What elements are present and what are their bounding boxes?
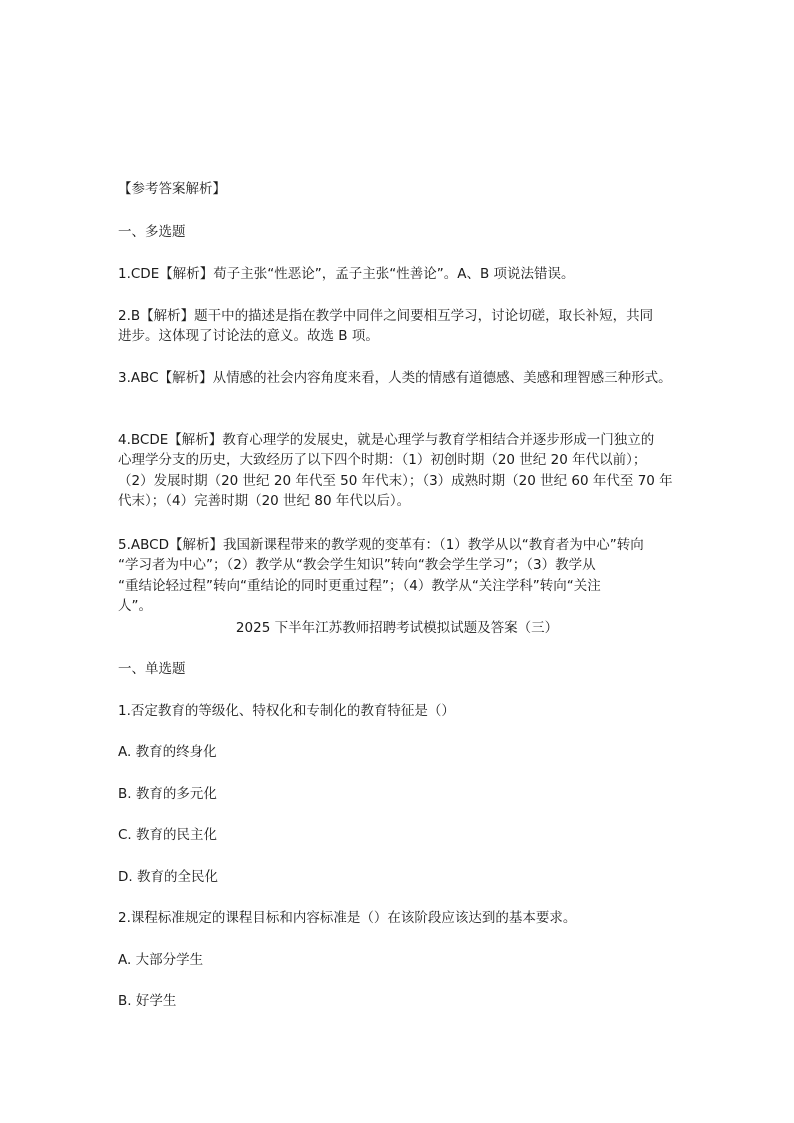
answer-5-line-3: “重结论轻过程”转向“重结论的同时更重过程”；（4）教学从“关注学科”转向“关注 — [118, 578, 601, 594]
answer-4-line-4: 代末）；（4）完善时期（20 世纪 80 年代以后）。 — [118, 493, 411, 509]
question-1-option-b: B. 教育的多元化 — [118, 786, 217, 802]
answer-1-line-1: 1.CDE【解析】荀子主张“性恶论”，孟子主张“性善论”。A、B 项说法错误。 — [118, 266, 575, 282]
question-1-stem: 1.否定教育的等级化、特权化和专制化的教育特征是（） — [118, 703, 455, 719]
question-2-option-b: B. 好学生 — [118, 993, 177, 1009]
question-2-option-a: A. 大部分学生 — [118, 952, 204, 968]
question-2-stem: 2.课程标准规定的课程目标和内容标准是（）在该阶段应该达到的基本要求。 — [118, 910, 577, 926]
single-choice-heading: 一、单选题 — [118, 661, 186, 677]
question-1-option-d: D. 教育的全民化 — [118, 869, 218, 885]
answer-3-line-1: 3.ABC【解析】从情感的社会内容角度来看，人类的情感有道德感、美感和理智感三种形式。 — [118, 370, 672, 386]
question-1-option-a: A. 教育的终身化 — [118, 744, 217, 760]
answer-5-line-1: 5.ABCD【解析】我国新课程带来的教学观的变革有：（1）教学从以“教育者为中心”转向 — [118, 537, 644, 553]
answer-2-line-1: 2.B【解析】题干中的描述是指在教学中同伴之间要相互学习，讨论切磋，取长补短，共同 — [118, 308, 654, 324]
answer-section-title: 【参考答案解析】 — [118, 181, 226, 197]
answer-5-line-4: 人”。 — [118, 598, 152, 614]
question-1-option-c: C. 教育的民主化 — [118, 827, 218, 843]
answer-5-line-2: “学习者为中心”；（2）教学从“教会学生知识”转向“教会学生学习”；（3）教学从 — [118, 557, 596, 573]
answer-4-line-3: （2）发展时期（20 世纪 20 年代至 50 年代末）；（3）成熟时期（20 世纪 60 年代至 70 年 — [118, 473, 673, 489]
answer-2-line-2: 进步。这体现了讨论法的意义。故选 B 项。 — [118, 328, 379, 344]
answer-4-line-2: 心理学分支的历史，大致经历了以下四个时期：（1）初创时期（20 世纪 20 年代以前）； — [118, 452, 647, 468]
exam-title: 2025 下半年江苏教师招聘考试模拟试题及答案（三） — [235, 620, 559, 636]
answer-4-line-1: 4.BCDE【解析】教育心理学的发展史，就是心理学与教育学相结合并逐步形成一门独立的 — [118, 432, 655, 448]
multi-choice-heading: 一、多选题 — [118, 224, 186, 240]
